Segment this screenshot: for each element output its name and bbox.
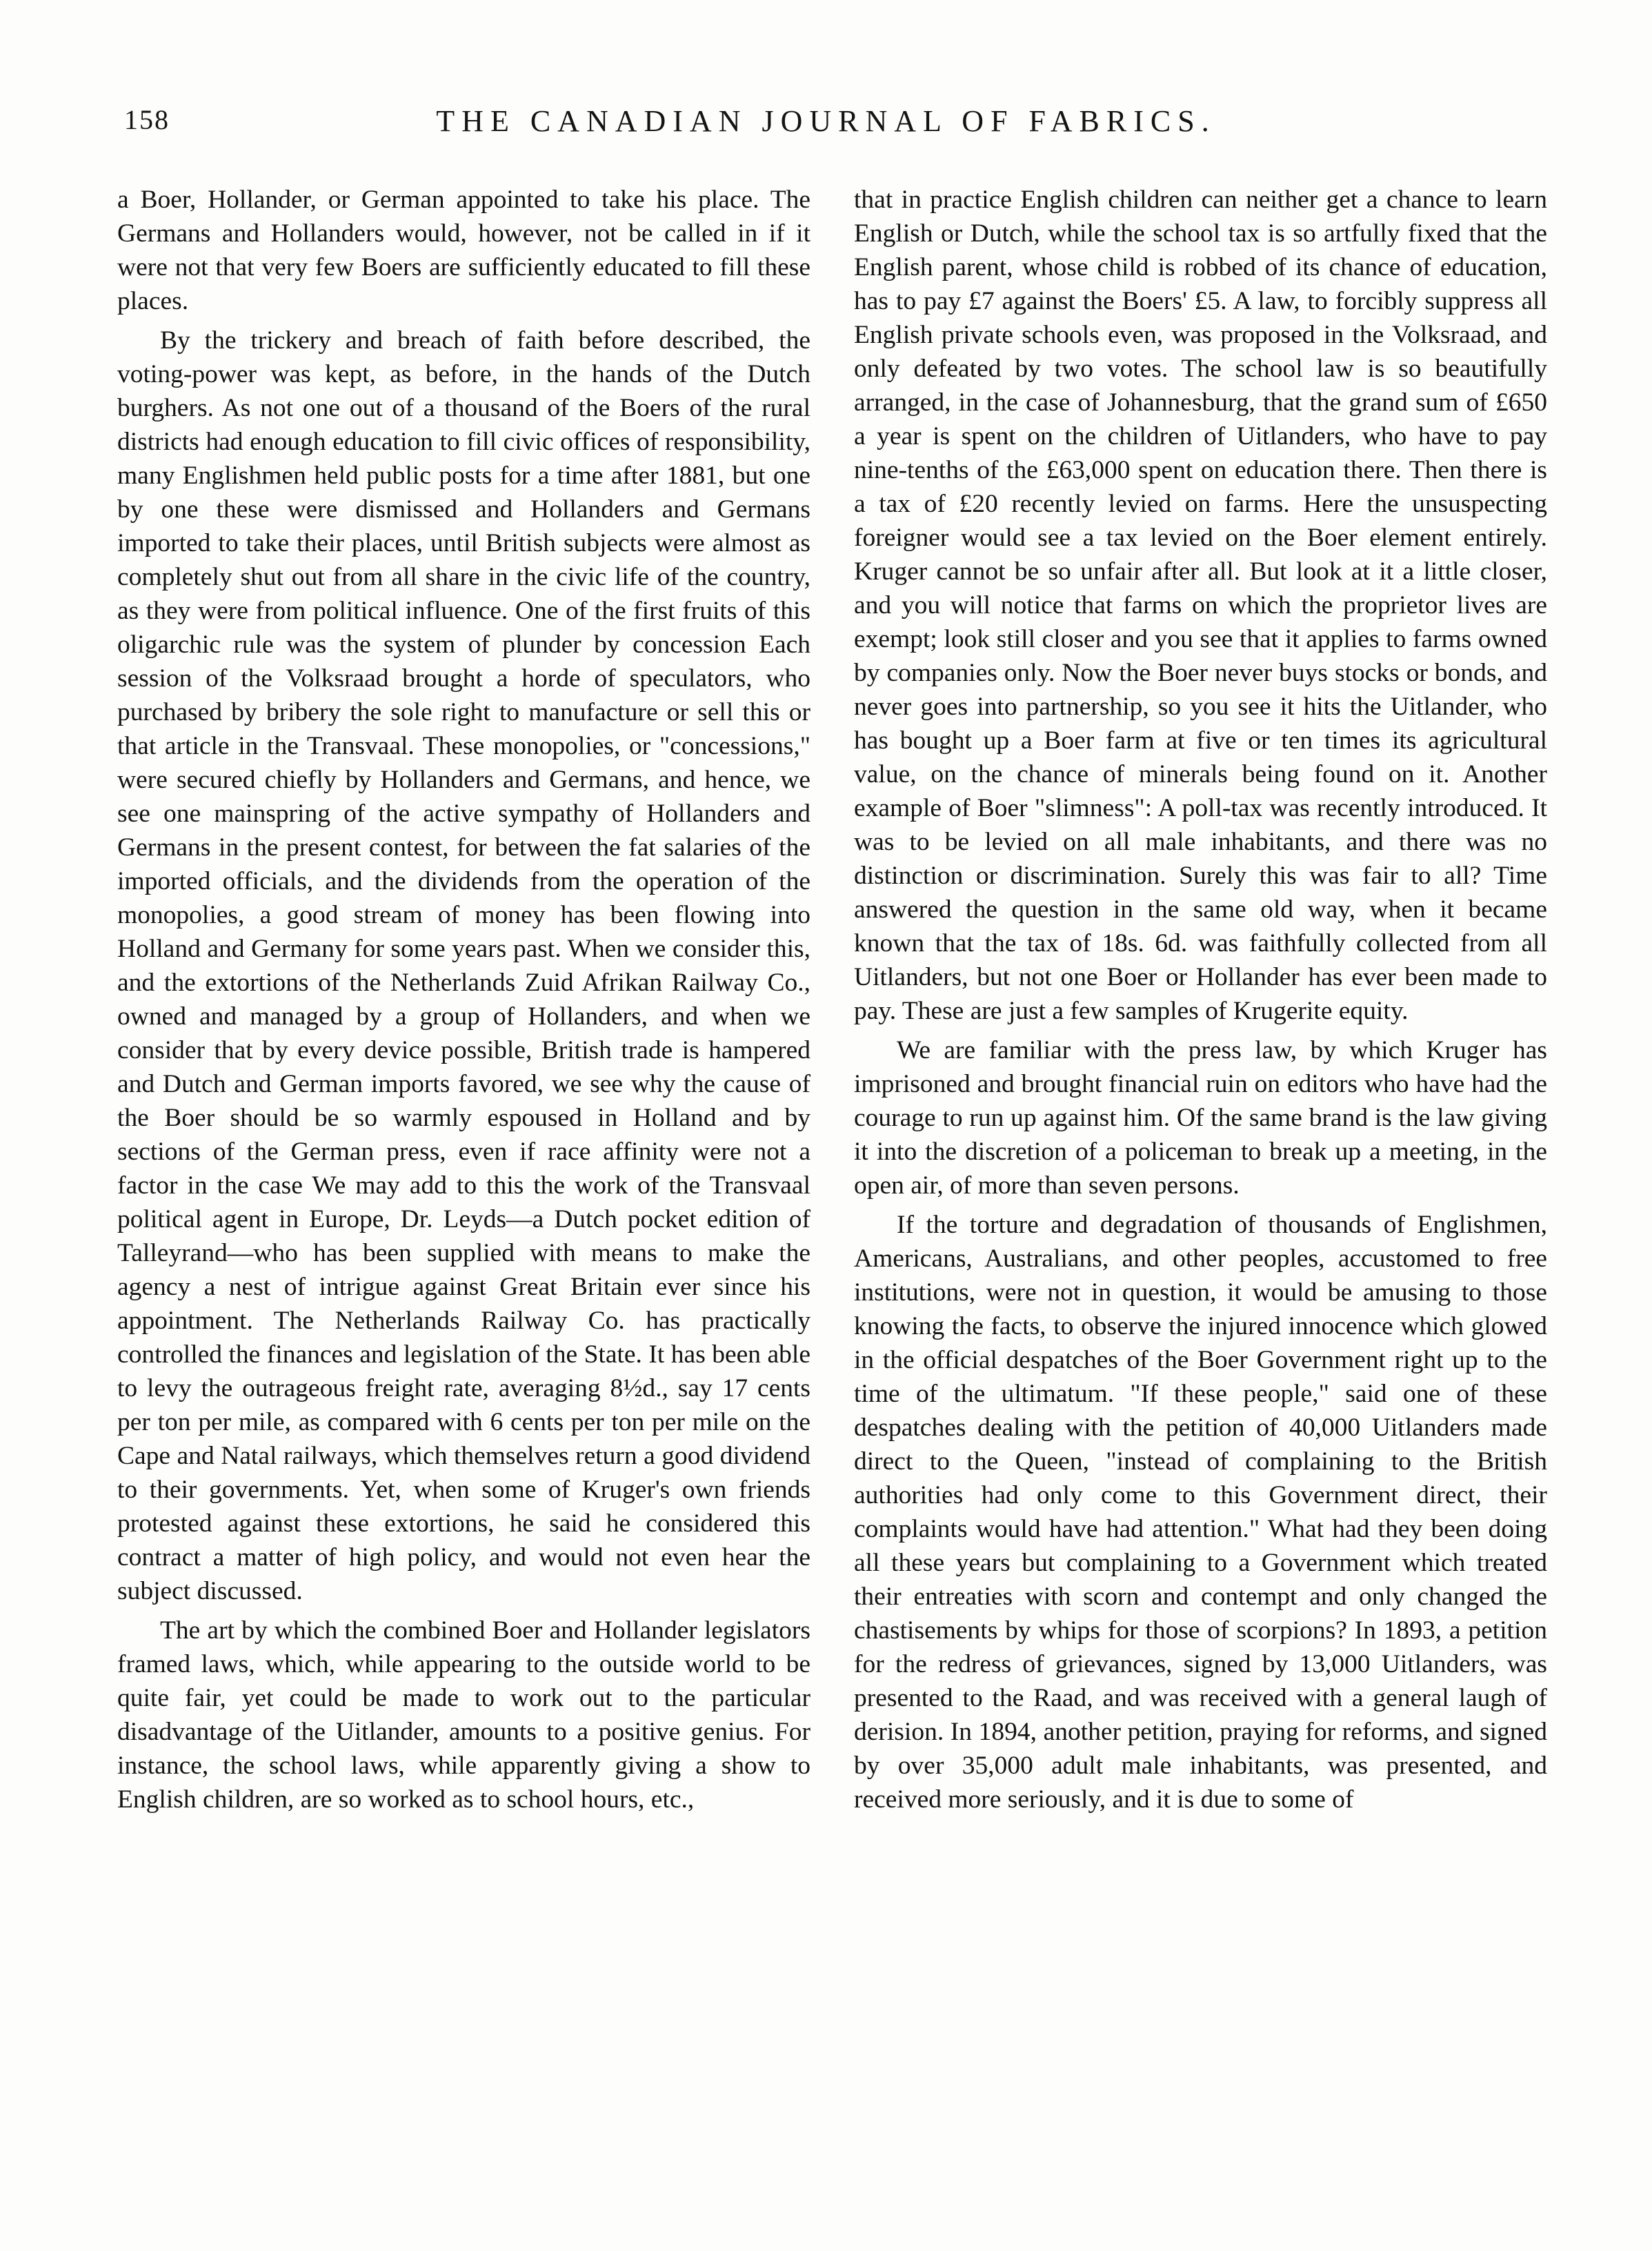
running-head: THE CANADIAN JOURNAL OF FABRICS. [436, 104, 1216, 138]
paragraph: If the torture and degradation of thousands of Englishmen, Americans, Australians, and other peoples, accustomed to free institutions, were not in question, it would be amusing to those knowing the facts, to observe the injured innocence which glowed in the official despatches of the Boer Government right up to the time of the ultimatum. "If these people," said one of these despatches dealing with the petition of 40,000 Uitlanders made direct to the Queen, "instead of complaining to the British authorities had only come to this Government direct, their complaints would have had attention." What had they been doing all these years but complaining to a Government which treated their entreaties with scorn and contempt and only changed the chastisements by whips for those of scorpions? In 1893, a petition for the redress of grievances, signed by 13,000 Uitlanders, was presented to the Raad, and was received with a general laugh of derision. In 1894, another petition, praying for reforms, and signed by over 35,000 adult male inhabitants, was presented, and received more seriously, and it is due to some of [854, 1211, 1547, 1814]
page-header [124, 103, 1528, 159]
paragraph: By the trickery and breach of faith before described, the voting-power was kept, as before, in the hands of the Dutch burghers. As not one out of a thousand of the Boers of the rural districts had enough education to fill civic offices of responsibility, many Englishmen held public posts for a time after 1881, but one by one these were dismissed and Hollanders and Germans imported to take their places, until British subjects were almost as completely shut out from all share in the civic life of the country, as they were from political influence. One of the first fruits of this oligarchic rule was the system of plunder by concession Each session of the Volksraad brought a horde of speculators, who purchased by bribery the sole right to manufacture or sell this or that article in the Transvaal. These monopolies, or "concessions," were secured chiefly by Hollanders and Germans, and hence, we see one mainspring of the active sympathy of Hollanders and Germans in the present contest, for between the fat salaries of the imported officials, and the dividends from the operation of the monopolies, a good stream of money has been flowing into Holland and Germany for some years past. When we consider this, and the extortions of the Netherlands Zuid Afrikan Railway Co., owned and managed by a group of Hollanders, and when we consider that by every device possible, British trade is hampered and Dutch and German imports favored, we see why the cause of the Boer should be so warmly espoused in Holland and by sections of the German press, even if race affinity were not a factor in the case We may add to this the work of the Transvaal political agent in Europe, Dr. Leyds—a Dutch pocket edition of Talleyrand—who has been supplied with means to make the agency a nest of intrigue against Great Britain ever since his appointment. The Netherlands Railway Co. has practically controlled the finances and legislation of the State. It has been able to levy the outrageous freight rate, averaging 8½d., say 17 cents per ton per mile, as compared with 6 cents per ton per mile on the Cape and Natal railways, which themselves return a good dividend to their governments. Yet, when some of Kruger's own friends protested against these extortions, he said he considered this contract a matter of high policy, and would not even hear the subject discussed. [117, 326, 810, 1605]
paragraph: that in practice English children can neither get a chance to learn English or Dutch, while the school tax is so artfully fixed that the English parent, whose child is robbed of its chance of education, has to pay £7 against the Boers' £5. A law, to forcibly suppress all English private schools even, was proposed in the Volksraad, and only defeated by two votes. The school law is so beautifully arranged, in the case of Johannesburg, that the grand sum of £650 a year is spent on the children of Uitlanders, who have to pay nine-tenths of the £63,000 spent on education there. Then there is a tax of £20 recently levied on farms. Here the unsuspecting foreigner would see a tax levied on the Boer element entirely. Kruger cannot be so unfair after all. But look at it a little closer, and you will notice that farms on which the proprietor lives are exempt; look still closer and you see that it applies to farms owned by companies only. Now the Boer never buys stocks or bonds, and never goes into partnership, so you see it hits the Uitlander, who has bought up a Boer farm at five or ten times its agricultural value, on the chance of minerals being found on it. Another example of Boer "slimness": A poll-tax was recently introduced. It was to be levied on all male inhabitants, and there was no distinction or discrimination. Surely this was fair to all? Time answered the question in the same old way, when it became known that the tax of 18s. 6d. was faithfully collected from all Uitlanders, but not one Boer or Hollander has ever been made to pay. These are just a few samples of Krugerite equity. [854, 186, 1547, 1025]
paragraph: The art by which the combined Boer and Hollander legislators framed laws, which, while appearing to the outside world to be quite fair, yet could be made to work out to the particular disadvantage of the Uitlander, amounts to a positive genius. For instance, the school laws, while apparently giving a show to English children, are so worked as to school hours, etc., [117, 1616, 810, 1814]
right-column [854, 183, 1547, 1816]
paragraph: We are familiar with the press law, by which Kruger has imprisoned and brought financial ruin on editors who have had the courage to run up against him. Of the same brand is the law giving it into the discretion of a policeman to break up a meeting, in the open air, of more than seven persons. [854, 1036, 1547, 1200]
left-column [117, 183, 810, 1816]
page-number: 158 [124, 104, 170, 135]
paragraph: a Boer, Hollander, or German appointed to take his place. The Germans and Hollanders would, however, not be called in if it were not that very few Boers are sufficiently educated to fill these places. [117, 186, 810, 315]
